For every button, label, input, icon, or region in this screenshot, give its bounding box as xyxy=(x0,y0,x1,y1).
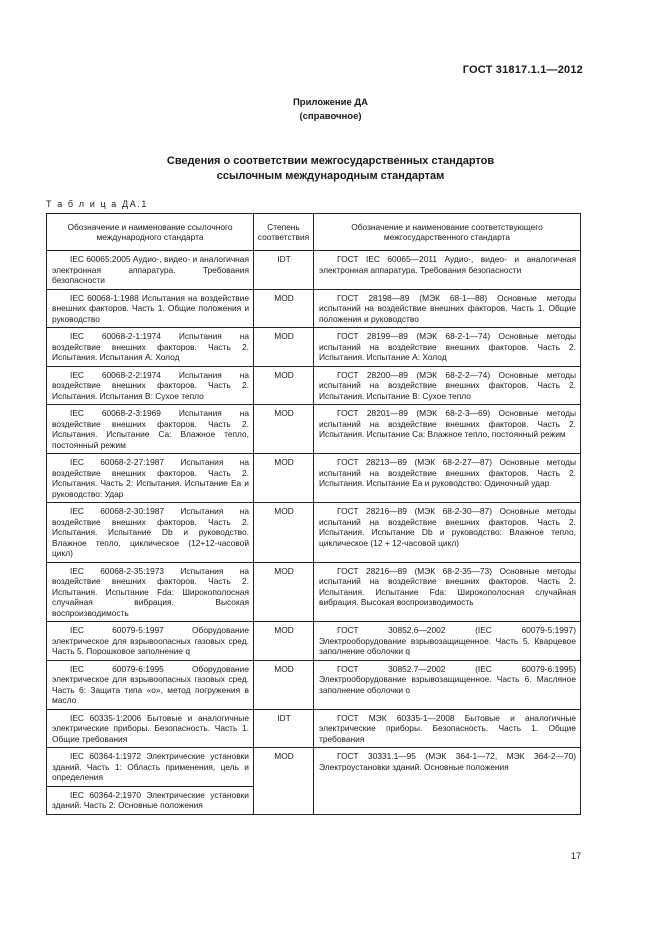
section-heading-line-1: Сведения о соответствии межгосударственных стандартов xyxy=(166,155,495,167)
table-row xyxy=(47,562,581,622)
table-row xyxy=(47,366,581,405)
annex-title-block xyxy=(0,96,661,124)
international-standard-cell: IEC 60079-5:1997 Оборудование электрическое для взрывоопасных газовых сред. Часть 5. Порошковое заполнение q xyxy=(47,622,254,661)
gost-standard-cell: ГОСТ 28213—89 (МЭК 68-2-27—87) Основные методы испытаний на воздействие внешних факторов. Часть 2. Испытания. Испытание Еа и руководство: Одиночный удар xyxy=(314,454,581,503)
gost-standard-cell: ГОСТ IEC 60065—2011 Аудио-, видео- и аналогичная электронная аппаратура. Требования безопасности xyxy=(314,251,581,290)
table-header-row xyxy=(47,214,581,251)
table-row xyxy=(47,454,581,503)
gost-standard-cell: ГОСТ 28198—89 (МЭК 68-1—88) Основные методы испытаний на воздействие внешних факторов. Часть 1. Общие положения и руководство xyxy=(314,289,581,328)
annex-subtitle: (справочное) xyxy=(299,111,362,122)
international-standard-cell: IEC 60068-2-3:1969 Испытания на воздействие внешних факторов. Часть 2. Испытания. Испытание Са: Влажное тепло, постоянный режим xyxy=(47,405,254,454)
degree-cell: MOD xyxy=(254,328,314,367)
section-heading xyxy=(0,154,661,184)
international-standard-cell: IEC 60068-2-1:1974 Испытания на воздействие внешних факторов. Часть 2. Испытания. Испытания А: Холод xyxy=(47,328,254,367)
international-standard-cell: IEC 60068-2-30:1987 Испытания на воздействие внешних факторов. Часть 2. Испытания. Испытание Db и руководство. Влажное тепло, циклическое (12+12-часовой цикл) xyxy=(47,503,254,563)
international-standard-cell: IEC 60068-2-35:1973 Испытания на воздействие внешних факторов. Часть 2. Испытания. Испытание Fda: Широкополосная случайная вибрация. Высокая воспроизводимость xyxy=(47,562,254,622)
international-standard-cell: IEC 60068-1:1988 Испытания на воздействие внешних факторов. Часть 1. Общие положения и руководство xyxy=(47,289,254,328)
table-row xyxy=(47,328,581,367)
degree-cell: IDT xyxy=(254,709,314,748)
table-row xyxy=(47,289,581,328)
degree-cell: MOD xyxy=(254,622,314,661)
column-header-degree: Степень соответствия xyxy=(254,214,314,251)
degree-cell: MOD xyxy=(254,405,314,454)
degree-cell: MOD xyxy=(254,748,314,815)
degree-cell: MOD xyxy=(254,366,314,405)
international-standard-cell: IEC 60065:2005 Аудио-, видео- и аналогичная электронная аппаратура. Требования безопасности xyxy=(47,251,254,290)
gost-standard-cell: ГОСТ 30852.6—2002 (IEC 60079-5:1997) Электрооборудование взрывозащищенное. Часть 5. Кварцевое заполнение оболочки q xyxy=(314,622,581,661)
table-row xyxy=(47,709,581,748)
correspondence-table xyxy=(46,213,581,815)
gost-standard-cell: ГОСТ 28199—89 (МЭК 68-2-1—74) Основные методы испытаний на воздействие внешних факторов. Часть 2. Испытания. Испытание А: Холод xyxy=(314,328,581,367)
section-heading-line-2: ссылочным международным стандартам xyxy=(216,170,445,182)
degree-cell: MOD xyxy=(254,660,314,709)
gost-standard-cell: ГОСТ 28200—89 (МЭК 68-2-2—74) Основные методы испытаний на воздействие внешних факторов. Часть 2. Испытания. Испытание В: Сухое тепло xyxy=(314,366,581,405)
column-header-gost: Обозначение и наименование соответствующего межгосударственного стандарта xyxy=(314,214,581,251)
degree-cell: MOD xyxy=(254,562,314,622)
gost-standard-cell: ГОСТ МЭК 60335-1—2008 Бытовые и аналогичные электрические приборы. Безопасность. Часть 1. Общие требования xyxy=(314,709,581,748)
degree-cell: MOD xyxy=(254,289,314,328)
international-standard-cell: IEC 60364-2:1970 Электрические установки зданий. Часть 2: Основные положения xyxy=(47,786,254,814)
international-standard-cell: IEC 60364-1:1972 Электрические установки зданий. Часть 1: Область применения, цель и определения xyxy=(47,748,254,787)
table-row xyxy=(47,622,581,661)
table-caption: Т а б л и ц а ДА.1 xyxy=(46,199,149,209)
gost-standard-cell: ГОСТ 30852.7—2002 (IEC 60079-6:1995) Электрооборудование взрывозащищенное. Часть 6. Масляное заполнение оболочки о xyxy=(314,660,581,709)
column-header-international: Обозначение и наименование ссылочного международного стандарта xyxy=(47,214,254,251)
table-row xyxy=(47,660,581,709)
gost-standard-cell: ГОСТ 28216—89 (МЭК 68-2-30—87) Основные методы испытаний на воздействие внешних факторов. Часть 2. Испытания. Испытание Db и руководство: Влажное тепло, циклическое (12 + 12-часовой цикл) xyxy=(314,503,581,563)
gost-standard-cell: ГОСТ 30331.1—95 (МЭК 364-1—72, МЭК 364-2—70) Электроустановки зданий. Основные положения xyxy=(314,748,581,815)
page-number: 17 xyxy=(570,851,581,861)
table-row xyxy=(47,503,581,563)
degree-cell: MOD xyxy=(254,503,314,563)
international-standard-cell: IEC 60335-1:2006 Бытовые и аналогичные электрические приборы. Безопасность. Часть 1. Общие требования xyxy=(47,709,254,748)
gost-standard-cell: ГОСТ 28201—89 (МЭК 68-2-3—69) Основные методы испытаний на воздействие внешних факторов. Часть 2. Испытания. Испытание Са: Влажное тепло, постоянный режим xyxy=(314,405,581,454)
annex-title: Приложение ДА xyxy=(292,97,369,108)
degree-cell: IDT xyxy=(254,251,314,290)
table-row xyxy=(47,748,581,787)
document-code: ГОСТ 31817.1.1—2012 xyxy=(462,64,583,76)
international-standard-cell: IEC 60068-2-2:1974 Испытания на воздействие внешних факторов. Часть 2. Испытания. Испытания В: Сухое тепло xyxy=(47,366,254,405)
international-standard-cell: IEC 60079-6:1995 Оборудование электрическое для взрывоопасных газовых сред. Часть 6: Защита типа «о», метод погружения в масло xyxy=(47,660,254,709)
table-row xyxy=(47,251,581,290)
gost-standard-cell: ГОСТ 28216—89 (МЭК 68-2-35—73) Основные методы испытаний на воздействие внешних факторов. Часть 2. Испытания. Испытание Fda: Широкополосная случайная вибрация. Высокая воспроизводимость xyxy=(314,562,581,622)
table-row xyxy=(47,405,581,454)
degree-cell: MOD xyxy=(254,454,314,503)
international-standard-cell: IEC 60068-2-27:1987 Испытания на воздействие внешних факторов. Часть 2. Испытания. Часть 2: Испытания. Испытание Еа и руководство: Удар xyxy=(47,454,254,503)
